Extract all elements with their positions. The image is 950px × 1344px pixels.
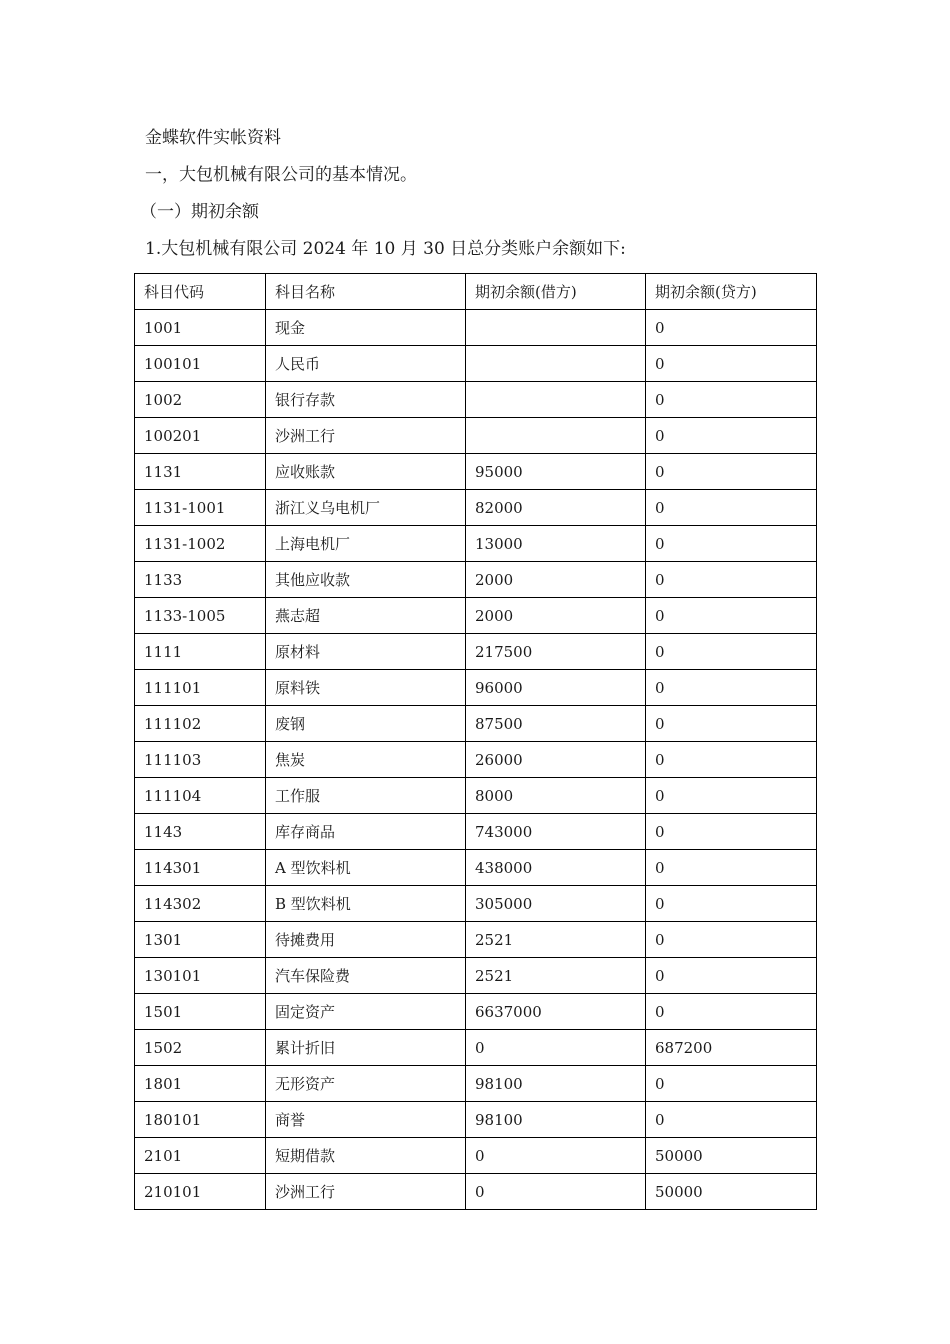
table-row <box>135 994 817 1030</box>
cell-account-name: 原材料 <box>266 634 466 670</box>
cell-credit-balance: 0 <box>646 886 817 922</box>
table-row <box>135 526 817 562</box>
cell-account-name: 沙洲工行 <box>266 1174 466 1210</box>
cell-account-name: 浙江义乌电机厂 <box>266 490 466 526</box>
cell-credit-balance: 0 <box>646 814 817 850</box>
cell-credit-balance: 0 <box>646 742 817 778</box>
cell-account-code: 1502 <box>135 1030 266 1066</box>
cell-account-code: 111102 <box>135 706 266 742</box>
cell-account-code: 1002 <box>135 382 266 418</box>
cell-credit-balance: 0 <box>646 994 817 1030</box>
table-row <box>135 850 817 886</box>
cell-credit-balance: 50000 <box>646 1138 817 1174</box>
table-row <box>135 1030 817 1066</box>
cell-debit-balance: 2000 <box>466 598 646 634</box>
table-row <box>135 490 817 526</box>
cell-account-code: 1111 <box>135 634 266 670</box>
cell-credit-balance: 0 <box>646 670 817 706</box>
table-row <box>135 454 817 490</box>
cell-account-code: 1143 <box>135 814 266 850</box>
header-account-name: 科目名称 <box>266 274 466 310</box>
table-row <box>135 778 817 814</box>
cell-account-code: 111101 <box>135 670 266 706</box>
cell-debit-balance: 6637000 <box>466 994 646 1030</box>
cell-account-code: 111103 <box>135 742 266 778</box>
table-row <box>135 922 817 958</box>
table-row <box>135 1102 817 1138</box>
cell-credit-balance: 0 <box>646 310 817 346</box>
cell-credit-balance: 0 <box>646 526 817 562</box>
table-row <box>135 346 817 382</box>
balance-table <box>134 273 817 1210</box>
cell-account-name: 应收账款 <box>266 454 466 490</box>
cell-account-name: 无形资产 <box>266 1066 466 1102</box>
cell-debit-balance: 95000 <box>466 454 646 490</box>
cell-credit-balance: 0 <box>646 454 817 490</box>
cell-debit-balance: 98100 <box>466 1066 646 1102</box>
cell-credit-balance: 0 <box>646 418 817 454</box>
cell-debit-balance: 2521 <box>466 922 646 958</box>
table-row <box>135 670 817 706</box>
cell-debit-balance: 0 <box>466 1138 646 1174</box>
cell-credit-balance: 687200 <box>646 1030 817 1066</box>
cell-account-name: 商誉 <box>266 1102 466 1138</box>
cell-account-name: 原料铁 <box>266 670 466 706</box>
cell-credit-balance: 0 <box>646 346 817 382</box>
table-row <box>135 1066 817 1102</box>
cell-credit-balance: 0 <box>646 778 817 814</box>
cell-credit-balance: 0 <box>646 850 817 886</box>
cell-account-name: 人民币 <box>266 346 466 382</box>
cell-debit-balance: 13000 <box>466 526 646 562</box>
cell-credit-balance: 0 <box>646 922 817 958</box>
table-body <box>135 310 817 1210</box>
cell-account-code: 111104 <box>135 778 266 814</box>
cell-account-code: 100201 <box>135 418 266 454</box>
cell-account-code: 100101 <box>135 346 266 382</box>
cell-debit-balance: 438000 <box>466 850 646 886</box>
table-row <box>135 1138 817 1174</box>
cell-account-code: 1133 <box>135 562 266 598</box>
cell-account-name: 上海电机厂 <box>266 526 466 562</box>
cell-debit-balance: 0 <box>466 1030 646 1066</box>
cell-account-code: 2101 <box>135 1138 266 1174</box>
cell-account-name: 工作服 <box>266 778 466 814</box>
cell-debit-balance <box>466 418 646 454</box>
cell-credit-balance: 0 <box>646 1066 817 1102</box>
cell-account-code: 1131-1002 <box>135 526 266 562</box>
header-account-code: 科目代码 <box>135 274 266 310</box>
cell-credit-balance: 0 <box>646 1102 817 1138</box>
cell-account-name: 焦炭 <box>266 742 466 778</box>
cell-account-name: 待摊费用 <box>266 922 466 958</box>
cell-account-code: 1131-1001 <box>135 490 266 526</box>
cell-account-name: 银行存款 <box>266 382 466 418</box>
cell-account-code: 1001 <box>135 310 266 346</box>
cell-debit-balance: 8000 <box>466 778 646 814</box>
cell-debit-balance: 98100 <box>466 1102 646 1138</box>
section-heading: 一，大包机械有限公司的基本情况。 <box>145 165 417 185</box>
cell-debit-balance: 96000 <box>466 670 646 706</box>
cell-account-name: 固定资产 <box>266 994 466 1030</box>
cell-debit-balance: 305000 <box>466 886 646 922</box>
table-row <box>135 886 817 922</box>
cell-credit-balance: 0 <box>646 958 817 994</box>
cell-debit-balance: 82000 <box>466 490 646 526</box>
cell-credit-balance: 0 <box>646 562 817 598</box>
table-row <box>135 382 817 418</box>
cell-account-name: 燕志超 <box>266 598 466 634</box>
cell-credit-balance: 0 <box>646 598 817 634</box>
cell-account-name: A 型饮料机 <box>266 850 466 886</box>
cell-debit-balance <box>466 310 646 346</box>
cell-account-code: 1133-1005 <box>135 598 266 634</box>
cell-debit-balance <box>466 382 646 418</box>
cell-account-code: 1801 <box>135 1066 266 1102</box>
cell-account-name: 废钢 <box>266 706 466 742</box>
header-credit-balance: 期初余额(贷方) <box>646 274 817 310</box>
cell-credit-balance: 0 <box>646 706 817 742</box>
cell-credit-balance: 0 <box>646 634 817 670</box>
cell-credit-balance: 0 <box>646 490 817 526</box>
table-row <box>135 742 817 778</box>
cell-account-name: 其他应收款 <box>266 562 466 598</box>
table-row <box>135 634 817 670</box>
table-row <box>135 706 817 742</box>
cell-account-name: B 型饮料机 <box>266 886 466 922</box>
table-row <box>135 814 817 850</box>
table-row <box>135 958 817 994</box>
cell-account-name: 短期借款 <box>266 1138 466 1174</box>
cell-debit-balance: 0 <box>466 1174 646 1210</box>
cell-account-code: 130101 <box>135 958 266 994</box>
cell-debit-balance: 2521 <box>466 958 646 994</box>
cell-account-name: 累计折旧 <box>266 1030 466 1066</box>
table-row <box>135 310 817 346</box>
document-title: 金蝶软件实帐资料 <box>145 128 281 148</box>
cell-account-code: 210101 <box>135 1174 266 1210</box>
cell-account-code: 1501 <box>135 994 266 1030</box>
cell-account-name: 汽车保险费 <box>266 958 466 994</box>
cell-account-code: 1131 <box>135 454 266 490</box>
cell-debit-balance: 743000 <box>466 814 646 850</box>
subsection-heading: （一）期初余额 <box>140 202 259 222</box>
intro-line: 1.大包机械有限公司 2024 年 10 月 30 日总分类账户余额如下: <box>145 239 626 259</box>
table-header-row <box>135 274 817 310</box>
cell-account-name: 库存商品 <box>266 814 466 850</box>
cell-debit-balance: 26000 <box>466 742 646 778</box>
cell-credit-balance: 0 <box>646 382 817 418</box>
cell-account-name: 沙洲工行 <box>266 418 466 454</box>
header-debit-balance: 期初余额(借方) <box>466 274 646 310</box>
table-row <box>135 418 817 454</box>
cell-debit-balance: 87500 <box>466 706 646 742</box>
cell-credit-balance: 50000 <box>646 1174 817 1210</box>
cell-debit-balance: 2000 <box>466 562 646 598</box>
cell-account-code: 114301 <box>135 850 266 886</box>
cell-debit-balance: 217500 <box>466 634 646 670</box>
cell-account-code: 180101 <box>135 1102 266 1138</box>
cell-account-code: 1301 <box>135 922 266 958</box>
table-row <box>135 562 817 598</box>
table-row <box>135 1174 817 1210</box>
table-row <box>135 598 817 634</box>
cell-debit-balance <box>466 346 646 382</box>
cell-account-name: 现金 <box>266 310 466 346</box>
cell-account-code: 114302 <box>135 886 266 922</box>
